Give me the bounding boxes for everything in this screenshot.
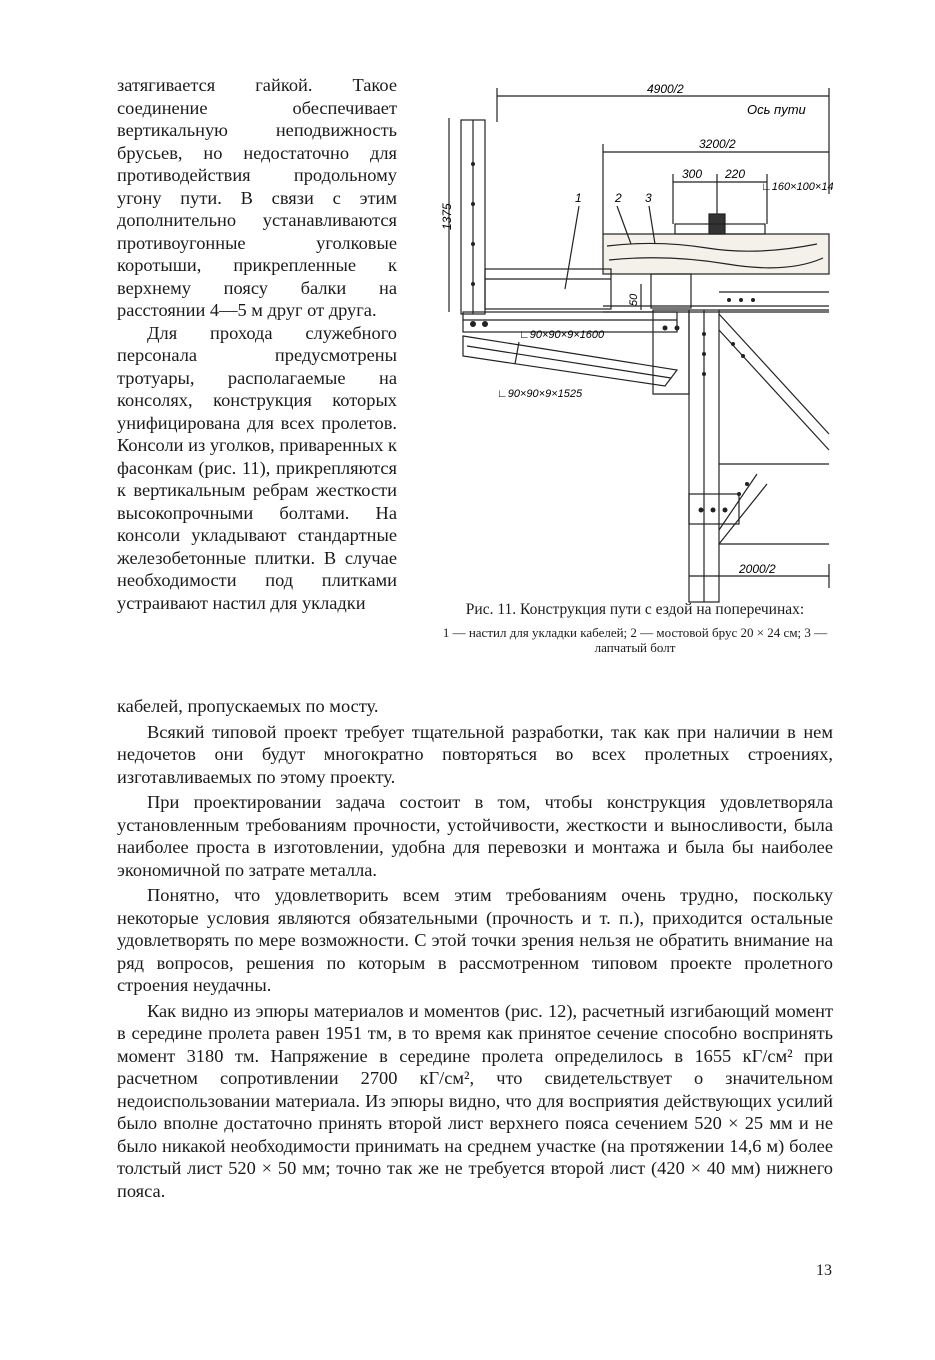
label-1: 1 <box>575 191 582 205</box>
dim-300: 300 <box>682 167 703 181</box>
label-3: 3 <box>645 191 652 205</box>
main-text <box>117 695 833 1202</box>
angle-top-label: ∟160×100×14 <box>761 181 833 193</box>
dim-2000: 2000/2 <box>739 562 776 576</box>
figure-caption <box>439 601 831 655</box>
paragraph: Всякий типовой проект требует тщательной разработки, так как при наличии в нем недочетов они будут многократно повторяться во всех пролетных строениях, изготавливаемых по этому проекту. <box>117 721 833 787</box>
dim-3200: 3200/2 <box>699 137 736 151</box>
label-2: 2 <box>615 191 622 205</box>
track-construction-drawing <box>427 74 833 604</box>
dim-50: 50 <box>628 293 640 306</box>
paragraph: Понятно, что удовлетворить всем этим требованиям очень трудно, поскольку некоторые условия являются обязательными (прочность и т. п.), приходится остальные удовлетворять по мере возможности. С этой точки зрения нельзя не обратить внимание на ряд вопросов, решения по которым в рассмотренном типовом проекте пролетного строения неудачны. <box>117 885 833 995</box>
caption-legend: 1 — настил для укладки кабелей; 2 — мостовой брус 20 × 24 см; 3 — лапчатый болт <box>442 625 828 655</box>
paragraph: кабелей, пропускаемых по мосту. <box>117 696 379 716</box>
paragraph: При проектировании задача состоит в том, чтобы конструкция удовлетворяла установленным требованиям прочности, устойчивости, жесткости и выносливости, была наиболее проста в изготовлении, удобна для перевозки и монтажа и была бы наиболее экономичной по затрате металла. <box>117 792 833 880</box>
left-text-column <box>117 74 397 614</box>
caption-title: Рис. 11. Конструкция пути с ездой на поперечинах: <box>465 601 805 618</box>
page-number: 13 <box>816 1262 832 1279</box>
dim-1375: 1375 <box>440 203 454 230</box>
angle-low-label: ∟90×90×9×1525 <box>497 388 583 400</box>
paragraph: затягивается гайкой. Такое соединение обеспечивает вертикальную неподвижность брусьев, но недостаточно для противодействия продольному угону пути. В связи с этим дополнительно устанавливаются противоугонные уголковые коротыши, прикрепленные к верхнему поясу балки на расстоянии 4—5 м друг от друга. <box>117 75 397 320</box>
axis-label: Ось пути <box>747 102 806 117</box>
dim-220: 220 <box>725 167 746 181</box>
dim-4900: 4900/2 <box>647 82 684 96</box>
angle-mid-label: ∟90×90×9×1600 <box>519 329 605 341</box>
paragraph: Как видно из эпюры материалов и моментов (рис. 12), расчетный изгибающий момент в середине пролета равен 1951 тм, в то время как принятое сечение способно воспринять момент 3180 тм. Напряжение в середине пролета определилось в 1655 кГ/см² при расчетном сопротивлении 2700 кГ/см², что свидетельствует о значительном недоиспользовании материала. Из эпюры видно, что для восприятия действующих усилий было вполне достаточно принять второй лист верхнего пояса сечением 520 × 25 мм и не было никакой необходимости принимать на среднем участке (на протяжении 14,6 м) более толстый лист 520 × 50 мм; точно так же не требуется второй лист (420 × 40 мм) нижнего пояса. <box>117 1000 833 1201</box>
paragraph: Для прохода служебного персонала предусмотрены тротуары, располагаемые на консолях, конструкция которых унифицирована для всех пролетов. Консоли из уголков, приваренных к фасонкам (рис. 11), прикрепляются к вертикальным ребрам жесткости высокопрочными болтами. На консоли укладывают стандартные железобетонные плитки. В случае необходимости под плитками устраивают настил для укладки <box>117 322 397 613</box>
figure-11 <box>427 74 833 604</box>
